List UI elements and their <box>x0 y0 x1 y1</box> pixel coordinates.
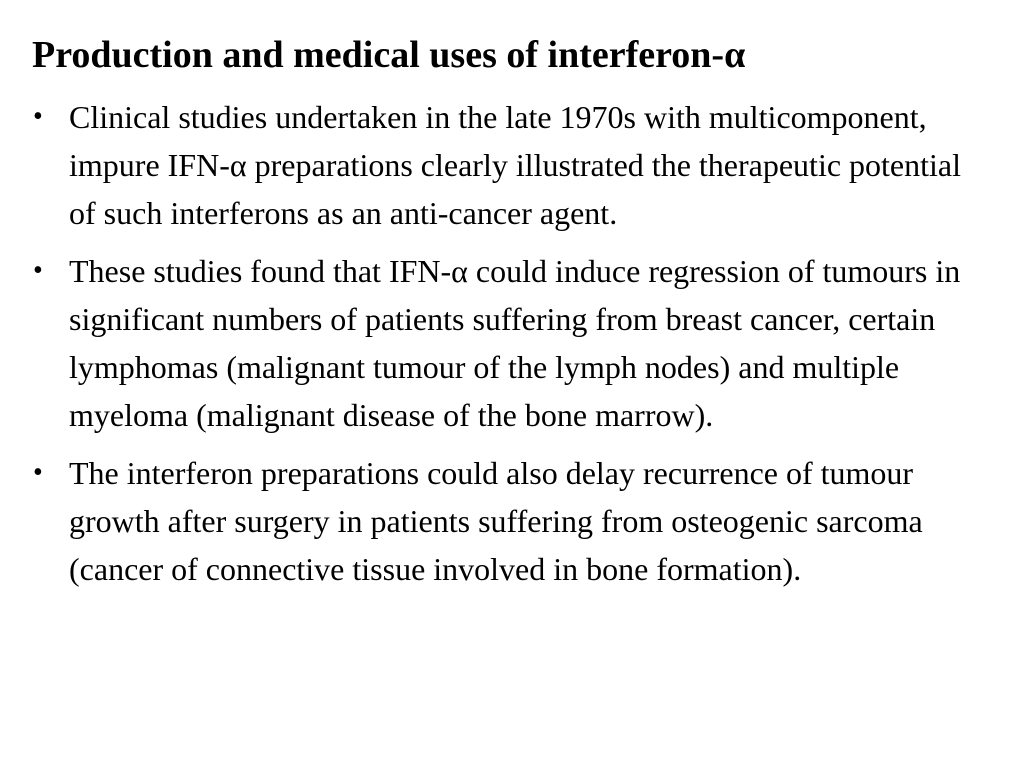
bullet-text: Clinical studies undertaken in the late 1970s with multicomponent, impure IFN-α preparations clearly illustrated the therapeutic potential of such interferons as an anti-cancer agent. <box>69 99 961 231</box>
slide-title: Production and medical uses of interferon-α <box>32 34 746 76</box>
bullet-list <box>0 93 1024 603</box>
bullet-text: The interferon preparations could also delay recurrence of tumour growth after surgery in patients suffering from osteogenic sarcoma (cancer of connective tissue involved in bone formation). <box>69 455 923 587</box>
bullet-text: These studies found that IFN-α could induce regression of tumours in significant numbers of patients suffering from breast cancer, certain lymphomas (malignant tumour of the lymph nodes) and multiple myeloma (malignant disease of the bone marrow). <box>69 253 961 433</box>
bullet-item <box>0 93 994 237</box>
bullet-icon: • <box>33 457 43 488</box>
bullet-item <box>0 449 994 593</box>
bullet-icon: • <box>33 255 43 286</box>
bullet-icon: • <box>33 101 43 132</box>
bullet-item <box>0 247 994 439</box>
